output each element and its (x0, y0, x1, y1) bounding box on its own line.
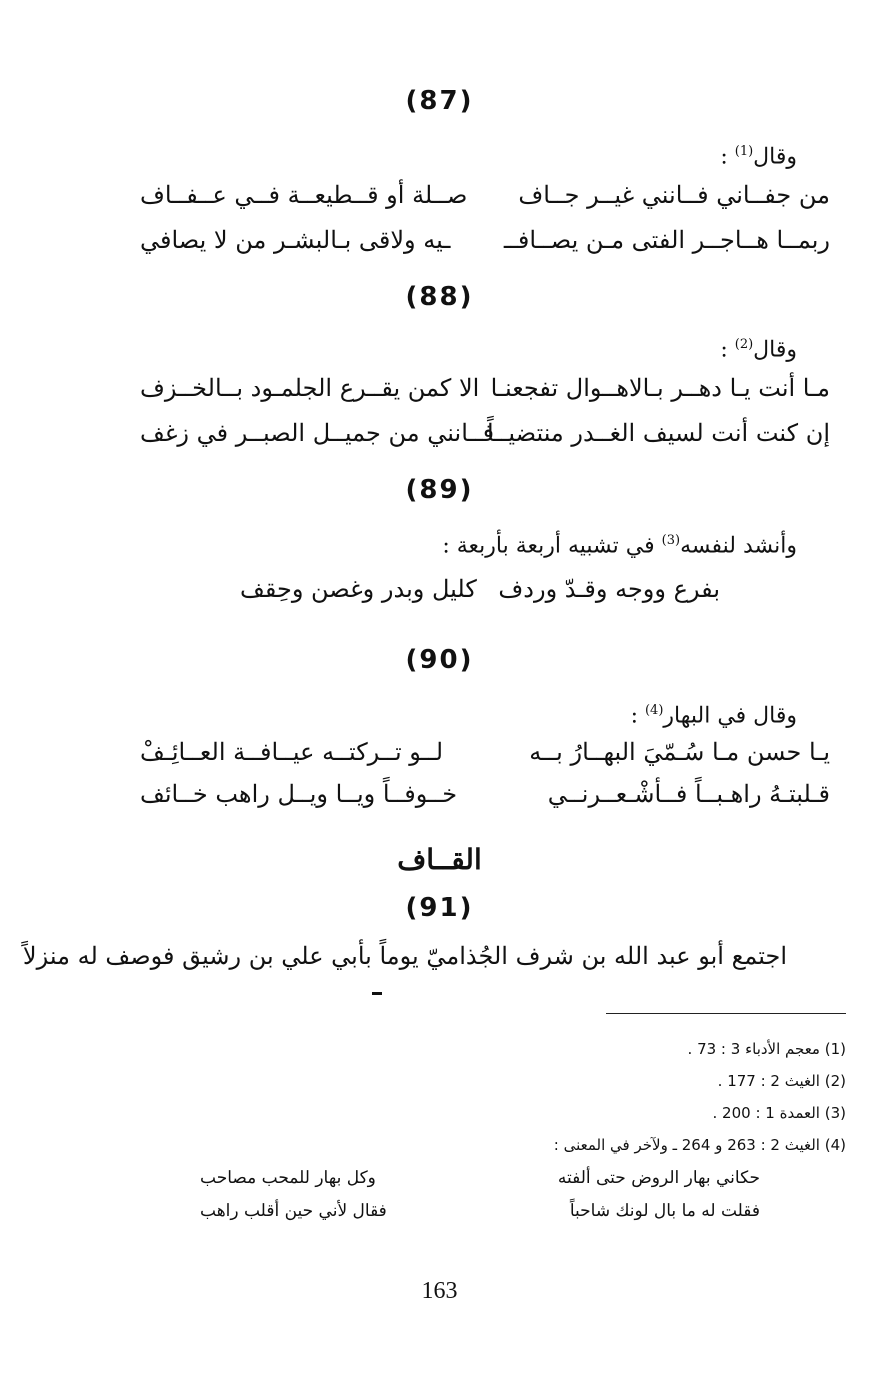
verse-89-1 (230, 575, 720, 615)
hemistich-first: من جفــاني فــانني غيــر جــاف (518, 181, 830, 209)
poem-number-90: (90) (405, 645, 474, 675)
hemistich-first: بفرع ووجه وقـدّ وردف (498, 575, 720, 603)
footnote-2: (2) الغيث 2 : 177 . (717, 1072, 846, 1090)
footnote-1: (1) معجم الأدباء 3 : 73 . (687, 1040, 846, 1058)
intro-text: وأنشد لنفسه (680, 533, 797, 559)
footnote-verse-1 (190, 1168, 760, 1194)
intro-tail: : (720, 144, 735, 170)
poem-intro-87 (720, 144, 797, 169)
poem-number-89: (89) (405, 475, 474, 505)
hemistich-second: ـيه ولاقى بـالبشـر من لا يصافي (140, 226, 451, 254)
verse-88-1 (100, 374, 830, 414)
hemistich-second: كليل وبدر وغصن وحِقف (240, 575, 477, 603)
footnote-ref-1[interactable]: (1) (734, 144, 754, 159)
hemistich-first: مـا أنت يـا دهــر بـالاهــوال تفجعنـا (490, 374, 830, 402)
poem-intro-89 (442, 533, 797, 558)
verse-87-2 (100, 226, 830, 266)
poem-number-91: (91) (405, 893, 474, 923)
intro-tail: في تشبيه أربعة بأربعة : (442, 533, 662, 559)
hemistich-first: يـا حسن مـا سُـمّيَ البهــارُ بــه (529, 738, 830, 766)
intro-text: وقال (753, 337, 797, 363)
hemistich-first: فقلت له ما بال لونك شاحباً (569, 1201, 760, 1221)
verse-88-2 (100, 419, 830, 459)
poem-number-87: (87) (405, 86, 474, 116)
poem-intro-88 (720, 337, 797, 362)
hemistich-first: قـلبتـهُ راهـبــاً فــأشْـعــرنــي (547, 780, 830, 808)
prose-paragraph: اجتمع أبو عبد الله بن شرف الجُذاميّ يوماً بأبي علي بن رشيق فوصف له منزلاً (22, 942, 787, 970)
footnote-ref-4[interactable]: (4) (644, 703, 664, 718)
footnote-verse-2 (190, 1201, 760, 1227)
footnote-divider (606, 1013, 846, 1014)
intro-tail: : (720, 337, 735, 363)
verse-90-2 (100, 780, 830, 820)
footnote-ref-3[interactable]: (3) (661, 533, 681, 548)
print-mark (372, 992, 382, 995)
hemistich-first: حكاني بهار الروض حتى ألفته (557, 1168, 760, 1188)
footnote-3: (3) العمدة 1 : 200 . (712, 1104, 846, 1122)
verse-90-1 (100, 738, 830, 778)
footnote-4: (4) الغيث 2 : 263 و 264 ـ ولآخر في المعنى : (553, 1136, 846, 1154)
verse-87-1 (100, 181, 830, 221)
intro-text: وقال في البهار (663, 703, 797, 729)
poem-number-88: (88) (405, 282, 474, 312)
footnote-ref-2[interactable]: (2) (734, 337, 754, 352)
hemistich-second: فقال لأني حين أقلب راهب (200, 1201, 387, 1221)
hemistich-second: خــوفــاً ويــا ويــل راهب خــائف (140, 780, 458, 808)
page-number: 163 (421, 1278, 458, 1304)
hemistich-second: وكل بهار للمحب مصاحب (200, 1168, 376, 1188)
hemistich-second: صــلة أو قــطيعــة فــي عــفــاف (140, 181, 468, 209)
section-title: القــاف (397, 843, 482, 876)
intro-text: وقال (753, 144, 797, 170)
hemistich-second: لــو تــركتــه عيــافــة العــائِـفْ (140, 738, 444, 766)
poem-intro-90 (631, 703, 797, 728)
hemistich-second: الا كمن يقــرع الجلمـود بــالخــزف (140, 374, 480, 402)
intro-tail: : (630, 703, 645, 729)
hemistich-first: ربمــا هــاجــر الفتى مـن يصــافــ (503, 226, 830, 254)
hemistich-second: فــانني من جميــل الصبــر في زغف (140, 419, 495, 447)
hemistich-first: إن كنت أنت لسيف الغــدر منتضيــاً (487, 419, 830, 447)
